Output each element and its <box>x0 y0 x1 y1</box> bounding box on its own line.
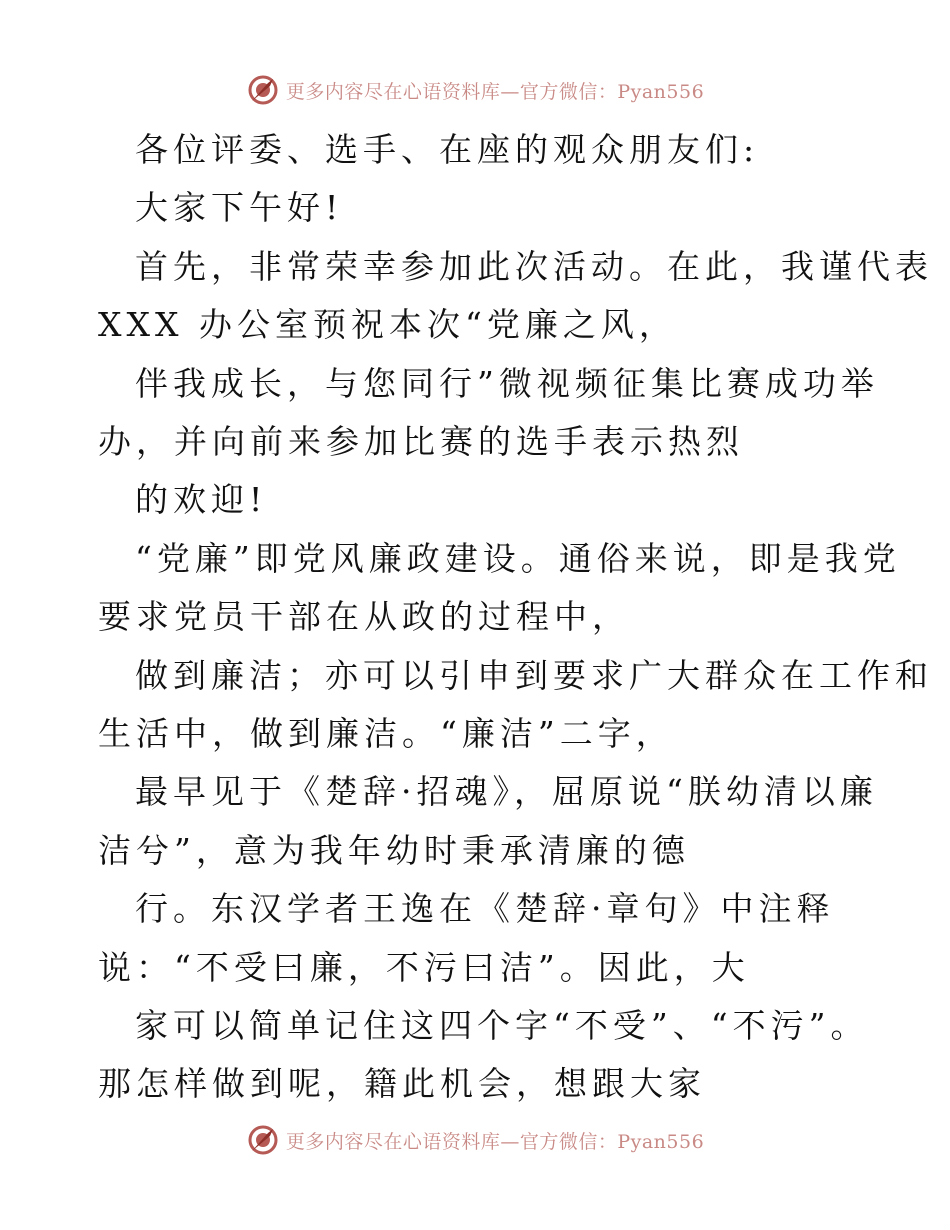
text-line: 那怎样做到呢，籍此机会，想跟大家 <box>98 1064 706 1104</box>
text-line: 做到廉洁；亦可以引申到要求广大群众在工作和 <box>135 655 933 695</box>
quill-logo-icon <box>246 73 280 107</box>
text-line: 办，并向前来参加比赛的选手表示热烈 <box>98 422 744 461</box>
text-line: 家可以简单记住这四个字“不受”、“不污”。 <box>135 1006 869 1045</box>
text-line: 要求党员干部在从政的过程中， <box>98 597 630 637</box>
text-line: 伴我成长，与您同行”微视频征集比赛成功举 <box>135 363 879 403</box>
text-line: XXX 办公室预祝本次“党廉之风， <box>98 305 677 345</box>
watermark-text: 更多内容尽在心语资料库—官方微信：Pyan556 <box>285 80 705 103</box>
text-line: 大家下午好! <box>135 188 344 228</box>
watermark-text: 更多内容尽在心语资料库—官方微信：Pyan556 <box>285 1130 705 1153</box>
footer-watermark <box>0 1120 950 1160</box>
text-line: 的欢迎! <box>135 480 268 520</box>
text-line: 各位评委、选手、在座的观众朋友们: <box>135 130 760 169</box>
text-line: 最早见于《楚辞·招魂》，屈原说“朕幼清以廉 <box>135 772 878 812</box>
text-line: 首先，非常荣幸参加此次活动。在此，我谨代表 <box>135 246 933 286</box>
text-line: “党廉”即党风廉政建设。通俗来说，即是我党 <box>135 538 901 578</box>
text-line: 行。东汉学者王逸在《楚辞·章句》中注释 <box>135 889 835 929</box>
text-line: 洁兮”，意为我年幼时秉承清廉的德 <box>98 830 690 870</box>
quill-logo-icon <box>246 1123 280 1157</box>
header-watermark <box>0 70 950 110</box>
text-line: 生活中，做到廉洁。“廉洁”二字， <box>98 714 674 753</box>
text-line: 说：“不受曰廉，不污曰洁”。因此，大 <box>98 947 750 987</box>
